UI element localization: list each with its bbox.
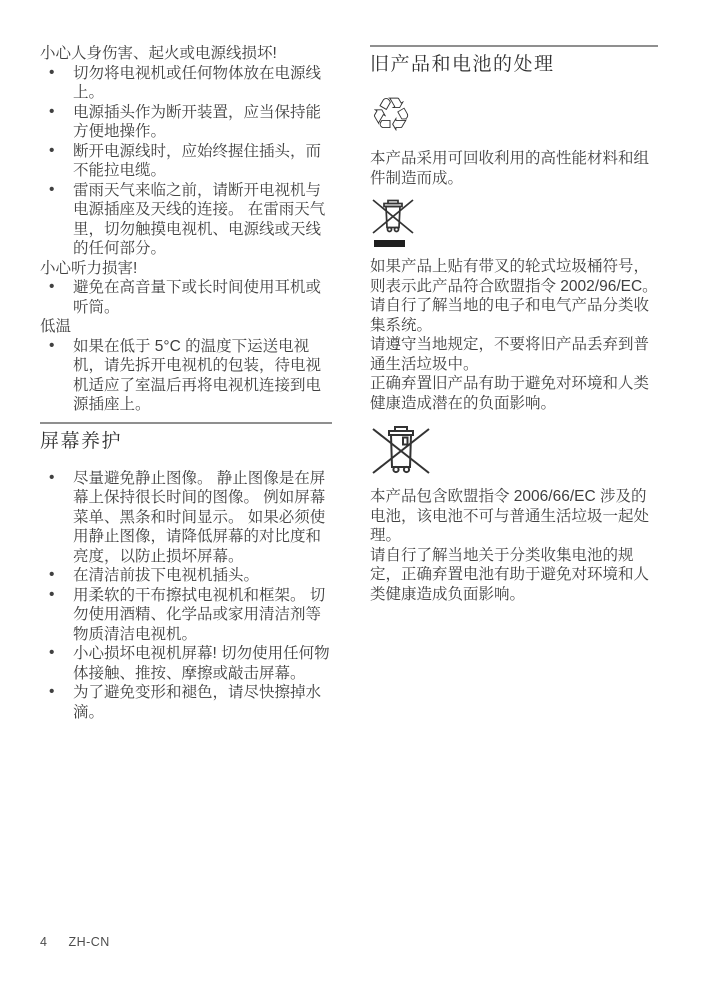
caution-power-list (40, 64, 332, 259)
crossed-out-bin-graphic (370, 423, 432, 479)
recycle-symbol-glyph: ♲ (370, 88, 413, 143)
list-item: • 尽量避免静止图像。 静止图像是在屏幕上保持很长时间的图像。 例如屏幕菜单、黑条和时间显示。 如果必须使用静止图像，请降低屏幕的对比度和亮度，以防止损坏屏幕。 (40, 469, 332, 567)
caution-hearing-title: 小心听力损害! (40, 259, 138, 277)
right-column (370, 45, 658, 604)
screen-care-list (40, 469, 332, 723)
caution-power-title: 小心人身伤害、起火或电源线损坏! (40, 45, 277, 62)
list-item: • 切勿将电视机或任何物体放在电源线上。 (40, 64, 332, 103)
screen-care-heading: 屏幕养护 (40, 430, 123, 452)
locale-label: ZH-CN (68, 935, 110, 949)
disposal-heading: 旧产品和电池的处理 (370, 54, 555, 75)
section-divider (40, 422, 332, 424)
list-item: • 电源插头作为断开装置，应当保持能方便地操作。 (40, 103, 332, 142)
low-temp-list (40, 337, 332, 415)
list-item: • 避免在高音量下或长时间使用耳机或听筒。 (40, 278, 332, 317)
weee-black-bar (374, 240, 405, 247)
list-item: • 断开电源线时，应始终握住插头，而不能拉电缆。 (40, 142, 332, 181)
low-temp-title: 低温 (40, 318, 72, 335)
left-column (40, 44, 332, 722)
battery-crossed-bin-icon (370, 423, 658, 479)
recycle-note: 本产品采用可回收利用的高性能材料和组件制造而成。 (370, 150, 650, 187)
list-item: • 小心损坏电视机屏幕! 切勿使用任何物体接触、推按、摩擦或敲击屏幕。 (40, 644, 332, 683)
list-item: • 为了避免变形和褪色，请尽快擦掉水滴。 (40, 683, 332, 722)
weee-paragraph: 如果产品上贴有带叉的轮式垃圾桶符号，则表示此产品符合欧盟指令 2002/96/EC。 (370, 258, 658, 295)
section-divider (370, 45, 658, 47)
weee-paragraph: 正确弃置旧产品有助于避免对环境和人类健康造成潜在的负面影响。 (370, 375, 650, 412)
list-item: • 用柔软的干布擦拭电视机和框架。 切勿使用酒精、化学品或家用清洁剂等物质清洁电视机。 (40, 586, 332, 645)
page-footer (40, 935, 110, 949)
weee-paragraph: 请自行了解当地的电子和电气产品分类收集系统。 (370, 297, 650, 334)
page-number: 4 (40, 935, 48, 949)
crossed-out-bin-graphic (370, 197, 416, 237)
battery-paragraph: 请自行了解当地关于分类收集电池的规定，正确弃置电池有助于避免对环境和人类健康造成负面影响。 (370, 546, 650, 603)
battery-paragraph: 本产品包含欧盟指令 2006/66/EC 涉及的电池，该电池不可与普通生活垃圾一起处理。 (370, 488, 650, 544)
list-item: • 如果在低于 5°C 的温度下运送电视机，请先拆开电视机的包装，待电视机适应了室温后再将电视机连接到电源插座上。 (40, 337, 332, 415)
list-item: • 雷雨天气来临之前，请断开电视机与电源插座及天线的连接。 在雷雨天气里，切勿触摸电视机、电源线或天线的任何部分。 (40, 181, 332, 259)
recycle-icon (370, 88, 658, 143)
list-item: • 在清洁前拔下电视机插头。 (40, 566, 332, 586)
weee-crossed-bin-icon (370, 197, 658, 247)
caution-hearing-list (40, 278, 332, 317)
weee-paragraph: 请遵守当地规定，不要将旧产品丢弃到普通生活垃圾中。 (370, 336, 650, 373)
